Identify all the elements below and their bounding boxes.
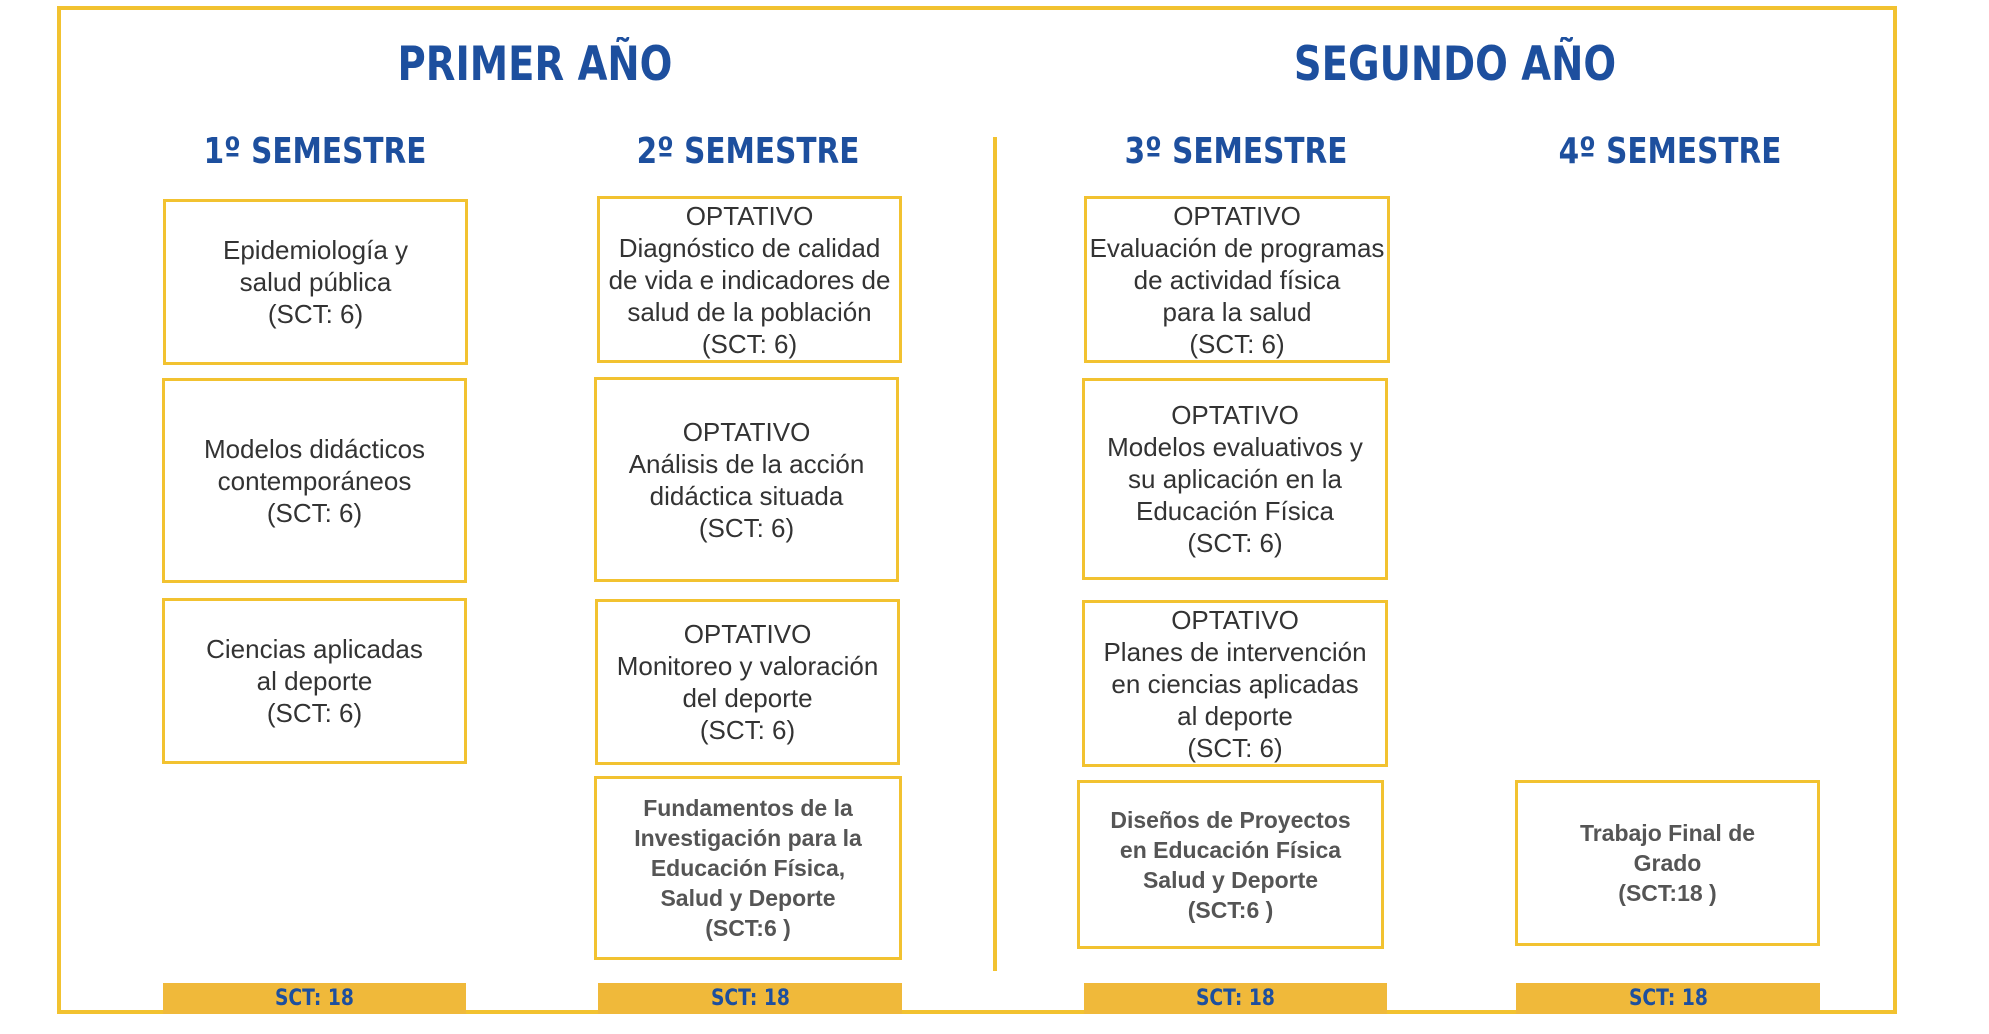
- course-monitoreo-deporte: [595, 599, 900, 765]
- course-line: al deporte: [256, 666, 373, 696]
- course-line: Trabajo Final de: [1579, 820, 1756, 846]
- course-line: (SCT: 6): [1187, 528, 1283, 558]
- course-ciencias-aplicadas: [162, 598, 467, 764]
- course-fundamentos-investigacion: [594, 776, 902, 960]
- course-line: Grado: [1633, 850, 1702, 876]
- course-modelos-evaluativos: [1082, 378, 1388, 580]
- course-line: (SCT: 6): [1187, 732, 1283, 763]
- course-line: (SCT: 6): [266, 497, 363, 528]
- course-line: Diagnóstico de calidad: [618, 232, 881, 263]
- course-planes-intervencion: [1082, 600, 1388, 767]
- course-line: Planes de intervención: [1103, 636, 1367, 667]
- semester-title-3: 3º SEMESTRE: [1124, 131, 1348, 172]
- semester-total-label: SCT: 18: [710, 986, 790, 1011]
- semester-total-2: [598, 983, 902, 1014]
- year-title-first: PRIMER AÑO: [397, 37, 673, 92]
- course-line: salud de la población: [627, 296, 872, 327]
- course-line: (SCT: 6): [698, 512, 795, 543]
- year-title-second: SEGUNDO AÑO: [1293, 37, 1617, 92]
- course-line: Educación Física: [1136, 496, 1334, 526]
- semester-total-label: SCT: 18: [1628, 986, 1708, 1011]
- course-diagnostico-calidad-vida: [597, 196, 902, 363]
- semester-total-label: SCT: 18: [1196, 986, 1275, 1011]
- course-line: Epidemiología y: [223, 235, 408, 265]
- course-line: OPTATIVO: [683, 619, 812, 649]
- course-line: Evaluación de programas: [1089, 232, 1385, 263]
- semester-title-4: 4º SEMESTRE: [1558, 131, 1782, 172]
- course-line: Monitoreo y valoración: [616, 651, 879, 681]
- course-modelos-didacticos: [162, 378, 467, 583]
- course-line: Diseños de Proyectos: [1110, 806, 1351, 833]
- course-line: Análisis de la acción: [628, 448, 865, 479]
- course-line: en Educación Física: [1119, 836, 1342, 863]
- course-line: en ciencias aplicadas: [1111, 668, 1359, 699]
- course-line: Salud y Deporte: [1142, 866, 1319, 893]
- course-line: para la salud: [1162, 296, 1312, 327]
- course-line: Fundamentos de la: [643, 795, 853, 821]
- course-evaluacion-programas: [1084, 196, 1390, 363]
- course-line: de vida e indicadores de: [608, 264, 891, 295]
- course-line: contemporáneos: [217, 465, 412, 496]
- course-line: Educación Física,: [650, 855, 846, 881]
- course-line: del deporte: [682, 683, 813, 713]
- course-line: (SCT: 6): [1189, 328, 1285, 359]
- course-line: Modelos evaluativos y: [1107, 432, 1363, 462]
- course-disenos-proyectos: [1077, 780, 1384, 949]
- semester-title-1: 1º SEMESTRE: [203, 131, 427, 172]
- course-line: (SCT:6 ): [705, 915, 791, 941]
- course-line: (SCT: 6): [267, 299, 364, 329]
- course-line: OPTATIVO: [682, 416, 811, 447]
- course-line: salud pública: [239, 267, 392, 297]
- course-line: Ciencias aplicadas: [206, 634, 423, 664]
- course-epidemiologia: [163, 199, 468, 365]
- course-analisis-accion-didactica: [594, 377, 899, 582]
- year-divider: [993, 137, 997, 971]
- course-line: OPTATIVO: [685, 200, 814, 231]
- course-line: Salud y Deporte: [660, 885, 836, 911]
- course-line: (SCT: 6): [266, 698, 363, 728]
- course-line: didáctica situada: [649, 480, 844, 511]
- course-line: Modelos didácticos: [203, 433, 426, 464]
- course-line: (SCT: 6): [699, 715, 796, 745]
- course-line: OPTATIVO: [1171, 400, 1299, 430]
- course-line: (SCT: 6): [701, 328, 798, 359]
- semester-total-3: [1084, 983, 1387, 1014]
- course-line: (SCT:6 ): [1187, 896, 1274, 923]
- semester-total-label: SCT: 18: [275, 986, 354, 1011]
- course-line: de actividad física: [1133, 264, 1341, 295]
- course-line: su aplicación en la: [1128, 464, 1342, 494]
- course-line: al deporte: [1177, 700, 1293, 731]
- semester-title-2: 2º SEMESTRE: [636, 131, 860, 172]
- course-line: (SCT:18 ): [1618, 880, 1717, 906]
- course-line: OPTATIVO: [1171, 604, 1299, 635]
- semester-total-4: [1516, 983, 1820, 1014]
- course-line: Investigación para la: [634, 825, 862, 851]
- course-line: OPTATIVO: [1173, 200, 1301, 231]
- course-trabajo-final-grado: [1515, 780, 1820, 946]
- semester-total-1: [163, 983, 466, 1014]
